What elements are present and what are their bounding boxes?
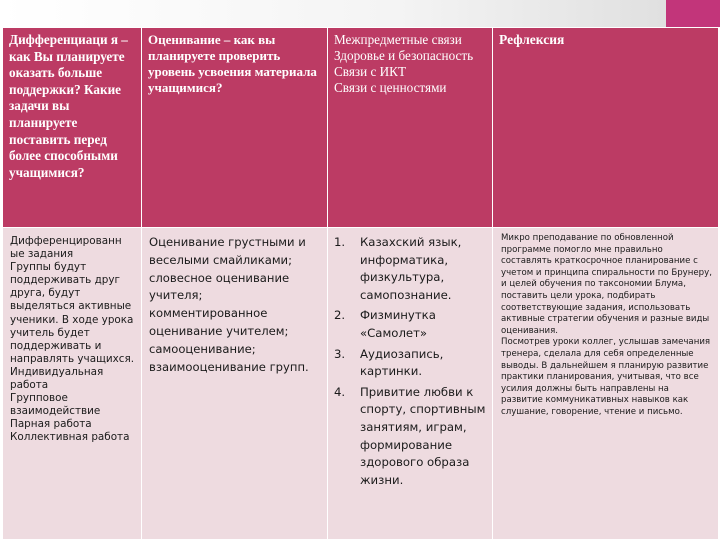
list-item-text: Аудиозапись, картинки. xyxy=(360,346,444,379)
header-cross-links-line: Межпредметные связи xyxy=(334,32,462,47)
lesson-plan-table xyxy=(2,27,719,540)
cell-differentiation xyxy=(3,228,142,540)
cell-reflection xyxy=(493,228,719,540)
differentiation-line: Индивидуальная работа xyxy=(10,365,104,392)
header-assessment: Оценивание – как вы планируете проверить уровень усвоения материала учащимися? xyxy=(142,28,328,228)
cross-links-list xyxy=(334,234,488,489)
list-item-number: 3. xyxy=(334,346,346,361)
cell-assessment: Оценивание грустными и веселыми смайликами; словесное оценивание учителя; комментированное оценивание учителем; самооценивание; взаимооценивание групп. xyxy=(142,228,328,540)
list-item-text: Привитие любви к спорту, спортивным занятиям, играм, формирование здорового образа жизни. xyxy=(360,384,486,487)
list-item xyxy=(334,234,488,304)
header-cross-links-line: Здоровье и безопасность xyxy=(334,48,474,63)
differentiation-line: Парная работа xyxy=(10,418,92,431)
header-differentiation: Дифференциаци я – как Вы планируете оказать больше поддержки? Какие задачи вы планируете поставить перед более способными учащимися? xyxy=(3,28,142,228)
table-body-row xyxy=(3,228,719,540)
list-item-number: 4. xyxy=(334,384,346,399)
header-reflection: Рефлексия xyxy=(493,28,719,228)
list-item-text: Физминутка «Самолет» xyxy=(360,308,436,340)
differentiation-line: Коллективная работа xyxy=(10,431,130,444)
slide-top-bar xyxy=(0,0,720,27)
list-item-number: 2. xyxy=(334,308,346,323)
reflection-paragraph: Посмотрев уроки коллег, услышав замечания тренера, сделала для себя определенные выводы. В дальнейшем я планирую развитие практики планирования, учитывая, что все усилия должны быть направлены на развитие коммуникативных навыков как слушание, говорение, чтение и письмо. xyxy=(501,337,711,417)
table-header-row xyxy=(3,28,719,228)
reflection-paragraph: Микро преподавание по обновленной программе помогло мне правильно составлять краткосрочное планирование с учетом и принципа спиральности по Брунеру, и целей обучения по таксономии Блума, поставить цели урока, подбирать соответствующие задания, использовать активные стратегии обучения и разные виды оценивания. xyxy=(501,233,712,336)
differentiation-line: Группы будут поддерживать друг друга, будут выделяться активные ученики. В ходе урока учитель будет поддерживать и направлять учащихся. xyxy=(10,261,135,365)
list-item xyxy=(334,307,488,342)
header-cross-links-line: Связи с ценностями xyxy=(334,80,447,95)
cell-cross-links xyxy=(328,228,493,540)
header-cross-links-line: Связи с ИКТ xyxy=(334,64,407,79)
slide-accent-block xyxy=(666,0,720,27)
list-item-text: Казахский язык, информатика, физкультура, самопознание. xyxy=(360,235,462,302)
header-cross-links xyxy=(328,28,493,228)
differentiation-line: Дифференцированн ые задания xyxy=(10,235,122,261)
differentiation-line: Групповое взаимодействие xyxy=(10,392,101,418)
list-item xyxy=(334,384,488,490)
list-item xyxy=(334,346,488,381)
list-item-number: 1. xyxy=(334,235,346,249)
